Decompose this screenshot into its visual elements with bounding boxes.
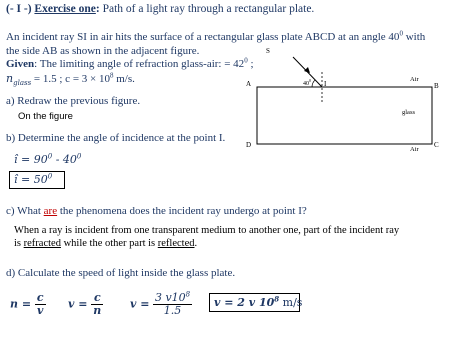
b-line1-sup2: 0 [76,152,82,161]
c-ans2-a: is [14,238,24,249]
question-c [6,205,307,217]
f2-den: n [93,304,102,317]
f1-den: v [37,304,44,317]
f4-value: v = 2 v 10 [214,296,275,309]
given-text: : The limiting angle of refraction glass-air: = 42 [34,58,245,70]
header-prefix: (- I -) [6,3,35,15]
formula-n [10,292,46,317]
angle-sup: 0 [309,78,311,83]
figure-svg [240,40,445,160]
b-line2-lhs: î = 50 [14,173,48,186]
angle-value: 40 [303,81,309,87]
intro-text-1: An incident ray SI in air hits the surface of a rectangular glass plate ABCD at an angle 40 [6,31,400,43]
f2-lhs: v = [68,297,88,311]
f3-fraction [153,292,192,317]
answer-b-line1 [14,153,81,166]
f3-num: 3 v10 [154,291,186,304]
intro-text-1-end: with [402,31,426,43]
header-colon: : [95,3,100,15]
answer-c-line2 [14,238,197,249]
n-sub: glass [13,79,32,88]
f1-lhs: n = [10,297,32,311]
c-unit: m/s. [113,73,135,85]
b-line1-mid: - 40 [52,153,77,166]
f4-unit: m/s [279,296,303,309]
b-line1-sup1: 0 [47,152,53,161]
b-line1-lhs: î = 90 [14,153,48,166]
label-I: I [324,80,327,88]
c-reflected: reflected [157,238,195,249]
f3-num-sup: 8 [185,290,191,299]
air-bottom-label: Air [410,146,419,153]
exercise-label: Exercise one [34,3,96,15]
question-d: d) Calculate the speed of light inside the glass plate. [6,267,236,279]
c-prefix: c) What [6,205,44,217]
label-S: S [266,47,270,55]
n-value: = 1.5 ; c = 3 × 10 [31,73,110,85]
b-line2-sup: 0 [47,172,53,181]
answer-a: On the figure [18,111,73,122]
formula-v [68,292,103,317]
c-rest: the phenomena does the incident ray undergo at point I? [57,205,307,217]
given-tail: ; [247,58,254,70]
f1-num: c [36,291,44,304]
intro-sup: 0 [399,29,403,38]
c-refracted: refracted [23,238,61,249]
given-sup: 0 [244,56,248,65]
f2-num: c [91,292,103,305]
f2-fraction [91,292,103,317]
c-ans2-c: . [194,238,198,249]
c-ans2-b: while the other part is [60,238,158,249]
label-C: C [434,141,439,149]
question-b: b) Determine the angle of incidence at the point I. [6,132,226,144]
n-label: n [6,72,14,85]
glass-label: glass [402,109,415,116]
given-line [6,58,254,70]
c-are: are [43,205,58,217]
label-B: B [434,82,439,90]
answer-c-line1: When a ray is incident from one transparent medium to another one, part of the incident ray [14,225,400,236]
f4-sup: 8 [274,294,280,304]
air-top-label: Air [410,76,419,83]
f3-den: 1.5 [163,304,182,317]
exercise-header [6,3,314,15]
question-a: a) Redraw the previous figure. [6,95,141,107]
glass-plate-figure [240,40,445,160]
c-sup: 8 [109,71,114,80]
formula-v-subst [130,292,192,317]
angle-label [303,78,311,87]
f1-fraction [35,292,46,317]
exercise-title: Path of a light ray through a rectangular plate. [99,3,315,15]
angle-arc [312,80,315,87]
given-constants [6,71,135,88]
formula-result [214,296,302,309]
answer-b-line2 [14,173,52,186]
label-A: A [246,80,252,88]
label-D: D [246,141,252,149]
given-label: Given [6,58,35,70]
intro-line-2: the side AB as shown in the adjacent figure. [6,45,200,57]
f3-lhs: v = [130,297,150,311]
